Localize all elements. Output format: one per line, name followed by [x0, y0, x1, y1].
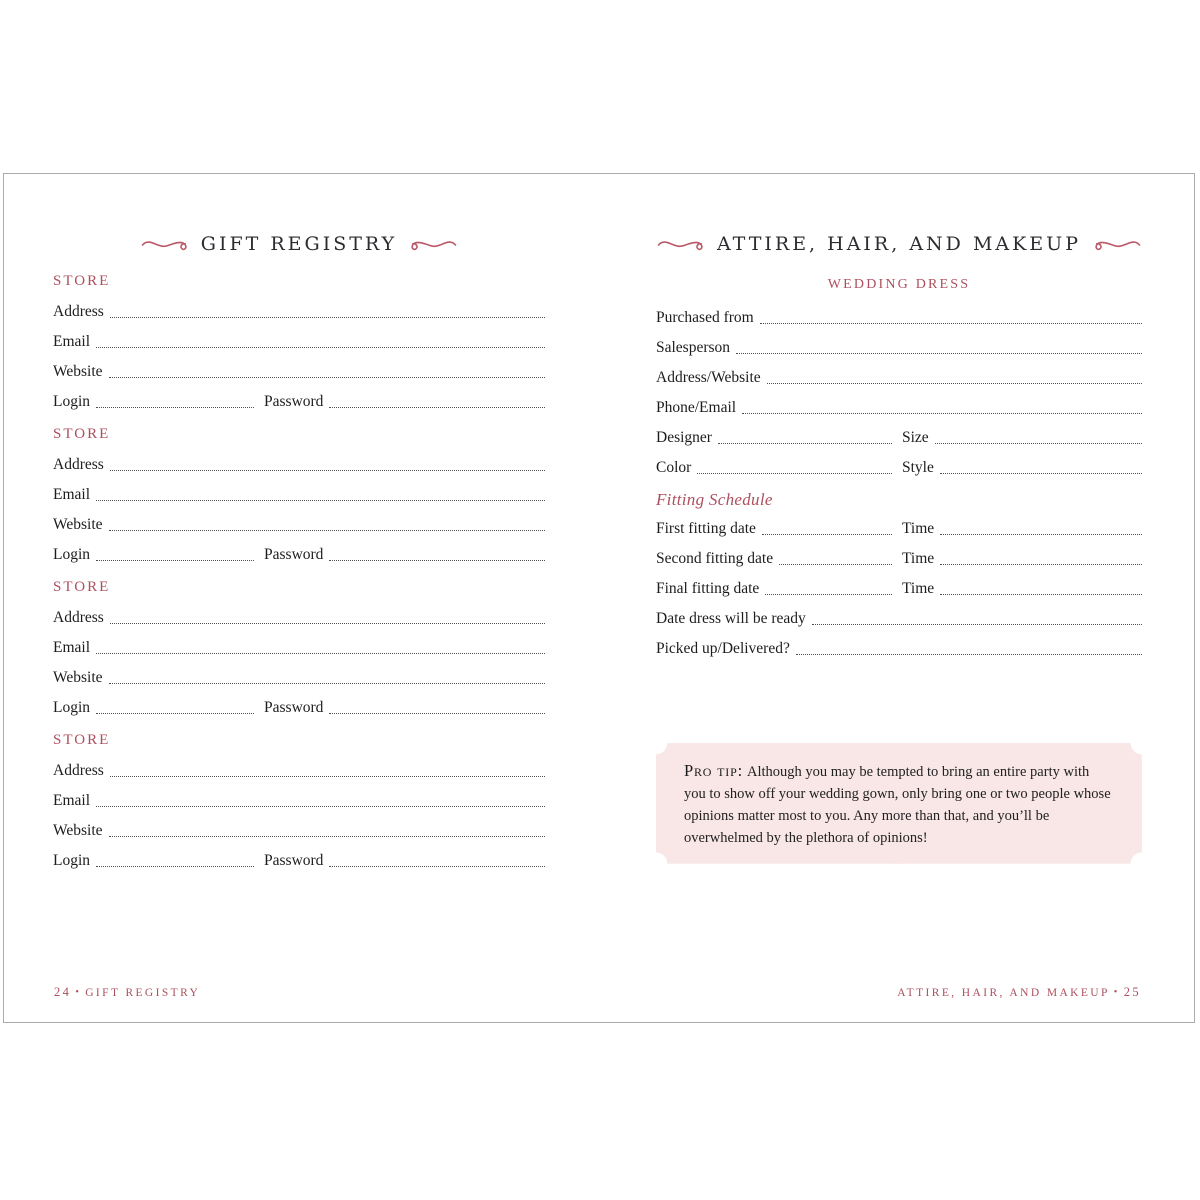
left-page-title-row: [53, 229, 545, 259]
dotted-line: [935, 427, 1142, 444]
fitting-date-field: [656, 518, 896, 539]
field-label: Time: [902, 550, 935, 567]
right-page-title-row: [656, 229, 1142, 259]
dotted-line: [718, 427, 892, 444]
field-label: Designer: [656, 429, 712, 446]
field-label: Time: [902, 580, 935, 597]
dotted-line: [796, 638, 1142, 655]
field-label: Email: [53, 639, 91, 656]
right-page-footer: [897, 985, 1141, 1000]
field-label: Password: [264, 852, 324, 869]
field-label: Website: [53, 669, 103, 686]
fitting-schedule-title: Fitting Schedule: [656, 490, 773, 509]
form-field-row-double: [53, 544, 545, 565]
dotted-line: [110, 760, 545, 777]
flourish-icon: [141, 233, 187, 255]
designer-field: [656, 427, 896, 448]
page-number: 24: [54, 985, 72, 999]
field-label: Time: [902, 520, 935, 537]
form-field-row-double: [656, 457, 1142, 478]
right-page: [599, 174, 1194, 1022]
field-label: Password: [264, 393, 324, 410]
form-field-row: [53, 361, 545, 382]
dotted-line: [109, 667, 545, 684]
field-label: Password: [264, 699, 324, 716]
dotted-line: [765, 578, 892, 595]
dotted-line: [736, 337, 1142, 354]
dotted-line: [109, 514, 545, 531]
dotted-line: [96, 790, 545, 807]
field-label: Date dress will be ready: [656, 610, 806, 627]
field-label: Second fitting date: [656, 550, 774, 567]
section-title: STORE: [53, 273, 111, 289]
form-field-row-double: [53, 850, 545, 871]
footer-separator: •: [75, 987, 82, 998]
field-label: Size: [902, 429, 929, 446]
field-label: Final fitting date: [656, 580, 760, 597]
login-field: [53, 697, 258, 718]
dotted-line: [940, 578, 1142, 595]
form-field-row: [53, 820, 545, 841]
login-field: [53, 850, 258, 871]
field-label: Website: [53, 363, 103, 380]
dotted-line: [767, 367, 1142, 384]
section-title: STORE: [53, 732, 111, 748]
field-label: Login: [53, 546, 91, 563]
fitting-date-field: [656, 578, 896, 599]
field-label: Salesperson: [656, 339, 731, 356]
form-field-row: [53, 484, 545, 505]
form-field-row-double: [656, 427, 1142, 448]
page-title: GIFT REGISTRY: [200, 233, 398, 255]
field-label: Style: [902, 459, 934, 476]
field-label: Website: [53, 822, 103, 839]
field-label: First fitting date: [656, 520, 756, 537]
dotted-line: [96, 850, 254, 867]
field-label: Address: [53, 303, 104, 320]
footer-label: ATTIRE, HAIR, AND MAKEUP: [897, 987, 1110, 999]
login-field: [53, 544, 258, 565]
form-field-row: [656, 367, 1142, 388]
dotted-line: [96, 331, 545, 348]
dotted-line: [110, 454, 545, 471]
footer-label: GIFT REGISTRY: [85, 987, 201, 999]
page-title: ATTIRE, HAIR, AND MAKEUP: [717, 233, 1081, 255]
field-label: Address: [53, 456, 104, 473]
form-field-row: [53, 607, 545, 628]
form-field-row-double: [656, 518, 1142, 539]
flourish-icon: [411, 233, 457, 255]
form-field-row-double: [53, 697, 545, 718]
store-section: [53, 577, 545, 718]
dotted-line: [940, 548, 1142, 565]
dotted-line: [109, 361, 545, 378]
dotted-line: [940, 457, 1142, 474]
section-title: WEDDING DRESS: [827, 277, 971, 292]
form-field-row-double: [53, 391, 545, 412]
store-section: [53, 424, 545, 565]
dotted-line: [812, 608, 1142, 625]
dotted-line: [742, 397, 1142, 414]
form-field-row: [53, 760, 545, 781]
field-label: Login: [53, 699, 91, 716]
form-field-row: [53, 301, 545, 322]
dotted-line: [96, 637, 545, 654]
section-title: STORE: [53, 579, 111, 595]
form-field-row: [656, 397, 1142, 418]
section-title: STORE: [53, 426, 111, 442]
store-section: [53, 271, 545, 412]
pro-tip-box: [656, 743, 1142, 864]
footer-separator: •: [1113, 987, 1120, 998]
dotted-line: [762, 518, 892, 535]
dotted-line: [96, 544, 254, 561]
form-field-row: [53, 637, 545, 658]
dotted-line: [779, 548, 892, 565]
dotted-line: [697, 457, 892, 474]
login-field: [53, 391, 258, 412]
flourish-icon: [657, 233, 703, 255]
field-label: Login: [53, 393, 91, 410]
field-label: Login: [53, 852, 91, 869]
dotted-line: [760, 307, 1142, 324]
dotted-line: [940, 518, 1142, 535]
left-page-footer: [54, 985, 200, 1000]
dotted-line: [96, 697, 254, 714]
field-label: Color: [656, 459, 692, 476]
dotted-line: [96, 391, 254, 408]
field-label: Address: [53, 609, 104, 626]
form-field-row: [53, 514, 545, 535]
flourish-icon: [1095, 233, 1141, 255]
dotted-line: [109, 820, 545, 837]
form-field-row: [656, 337, 1142, 358]
dotted-line: [329, 697, 545, 714]
dotted-line: [110, 607, 545, 624]
form-field-row: [656, 608, 1142, 629]
pro-tip-label: Pro tip:: [684, 761, 743, 780]
field-label: Password: [264, 546, 324, 563]
field-label: Email: [53, 486, 91, 503]
field-label: Email: [53, 333, 91, 350]
form-field-row-double: [656, 578, 1142, 599]
field-label: Website: [53, 516, 103, 533]
field-label: Address/Website: [656, 369, 761, 386]
field-label: Phone/Email: [656, 399, 737, 416]
book-spread: [3, 173, 1195, 1023]
dotted-line: [329, 391, 545, 408]
dotted-line: [96, 484, 545, 501]
form-field-row: [53, 331, 545, 352]
color-field: [656, 457, 896, 478]
form-field-row: [53, 454, 545, 475]
field-label: Purchased from: [656, 309, 754, 326]
form-field-row: [53, 790, 545, 811]
pro-tip-text: Although you may be tempted to bring an entire party with you to show off your wedding gown, only bring one or two people whose opinions matter most to you. Any more than that, and you’ll be overwhelmed by the plethora of opinions!: [684, 764, 1111, 846]
fitting-date-field: [656, 548, 896, 569]
dotted-line: [110, 301, 545, 318]
left-page: [4, 174, 599, 1022]
form-field-row: [53, 667, 545, 688]
field-label: Address: [53, 762, 104, 779]
field-label: Picked up/Delivered?: [656, 640, 790, 657]
dotted-line: [329, 544, 545, 561]
form-field-row-double: [656, 548, 1142, 569]
dotted-line: [329, 850, 545, 867]
store-section: [53, 730, 545, 871]
page-number: 25: [1123, 985, 1141, 999]
form-field-row: [656, 307, 1142, 328]
form-field-row: [656, 638, 1142, 659]
field-label: Email: [53, 792, 91, 809]
